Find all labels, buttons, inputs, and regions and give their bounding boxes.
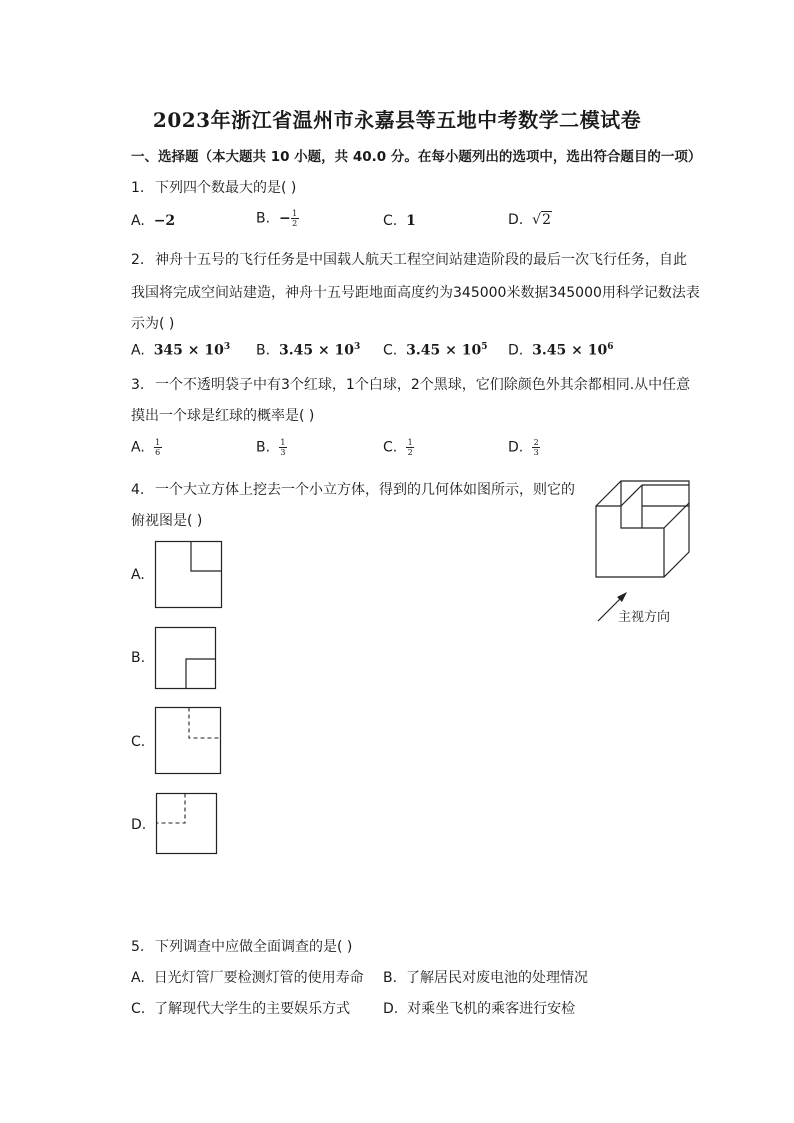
option-value: 1 [406,213,416,229]
option-label: D. [508,212,524,228]
option-label: B. [256,439,271,456]
minus-sign: − [278,210,291,227]
section-heading: 一、选择题（本大题共 10 小题，共 40.0 分。在每小题列出的选项中，选出符合题目的一项） [131,149,702,165]
numerator: 1 [292,209,298,218]
fraction [154,438,162,457]
question-4-line-2: 俯视图是( ) [131,513,203,529]
numerator: 1 [155,438,161,447]
fraction [279,438,287,457]
fraction [406,438,414,457]
option-label: C. [383,439,398,456]
q5-option-a [131,967,364,987]
q5-option-c [131,998,350,1018]
q2-option-b [256,342,360,359]
q2-option-a [131,342,230,359]
q5-option-b [383,967,588,987]
option-label: D. [508,439,524,456]
numerator: 2 [533,438,539,447]
question-4 [131,479,575,499]
option-label: D. [508,342,524,359]
q4-option-a-figure [155,541,223,609]
cube-figure [595,480,690,580]
q1-option-b [256,209,299,228]
option-label: A. [131,439,145,456]
option-label: B. [383,970,398,986]
fraction [532,438,540,457]
option-label: A. [131,970,145,986]
right-face-edge [664,503,689,528]
option-text: 了解现代大学生的主要娱乐方式 [154,1001,351,1017]
option-text: 日光灯管厂要检测灯管的使用寿命 [153,970,364,986]
question-text: 下列调查中应做全面调查的是( ) [155,939,353,955]
question-number: 4. [131,482,145,498]
question-number: 3. [131,377,145,393]
question-text-line-1: 一个不透明袋子中有3个红球，1个白球，2个黑球，它们除颜色外其余都相同.从中任意 [155,377,691,393]
option-label: A. [131,213,145,229]
option-exponent: 3 [223,342,231,352]
q3-option-a [131,438,162,457]
q4-option-c-figure [155,707,222,775]
question-text-line-1: 一个大立方体上挖去一个小立方体，得到的几何体如图所示，则它的 [155,482,575,498]
question-number: 5. [131,939,145,955]
question-2-line-3: 示为( ) [131,316,175,332]
question-3 [131,374,690,394]
option-exponent: 3 [354,342,361,352]
q1-option-c [383,213,416,229]
option-label: B. [256,342,271,359]
option-exponent: 6 [607,342,614,352]
option-base: 3.45 × 10 [532,342,608,359]
question-2 [131,249,687,269]
question-number: 2. [131,252,145,268]
q4-option-d-figure [156,793,218,855]
q4-option-a-label: A. [131,567,145,583]
option-base: 3.45 × 10 [278,342,355,359]
option-text: 了解居民对废电池的处理情况 [405,970,588,986]
fraction [291,209,299,228]
question-text-line-1: 神舟十五号的飞行任务是中国载人航天工程空间站建造阶段的最后一次飞行任务，自此 [155,252,687,268]
option-label: C. [383,342,398,359]
q1-option-d [508,212,552,228]
square-root: √2 [532,212,551,228]
denominator: 2 [407,448,413,457]
option-exponent: 5 [481,342,488,352]
option-label: A. [131,342,145,359]
denominator: 3 [533,448,539,457]
question-2-line-2: 我国将完成空间站建造，神舟十五号距地面高度约为345000米数据345000用科学记数法表 [131,285,700,301]
question-number: 1. [131,180,145,196]
q4-option-b-figure [155,627,217,690]
option-label: D. [383,1001,399,1017]
numerator: 1 [407,438,413,447]
q3-option-c [383,438,414,457]
question-text: 下列四个数最大的是( ) [155,180,297,196]
option-value: −2 [153,213,176,229]
denominator: 3 [280,448,286,457]
q4-option-c-label: C. [131,734,146,750]
q4-option-d-label: D. [131,817,147,833]
question-5 [131,936,352,956]
question-1 [131,177,296,197]
q1-option-a [131,213,175,229]
q3-option-d [508,438,540,457]
figure-caption: 主视方向 [618,610,671,625]
option-label: C. [131,1001,146,1017]
cutout-diagonal [621,485,642,506]
numerator: 1 [280,438,286,447]
option-text: 对乘坐飞机的乘客进行安检 [407,1001,576,1017]
denominator: 2 [292,219,298,228]
radicand: 2 [542,212,551,228]
q3-option-b [256,438,287,457]
q5-option-d [383,998,575,1018]
question-3-line-2: 摸出一个球是红球的概率是( ) [131,408,315,424]
option-label: C. [383,213,398,229]
option-base: 345 × 10 [153,342,224,359]
q4-option-b-label: B. [131,650,146,666]
page-title: 2023年浙江省温州市永嘉县等五地中考数学二模试卷 [152,108,642,132]
denominator: 6 [155,448,161,457]
q2-option-c [383,342,487,359]
q2-option-d [508,342,613,359]
option-label: B. [256,210,271,227]
option-base: 3.45 × 10 [406,342,482,359]
